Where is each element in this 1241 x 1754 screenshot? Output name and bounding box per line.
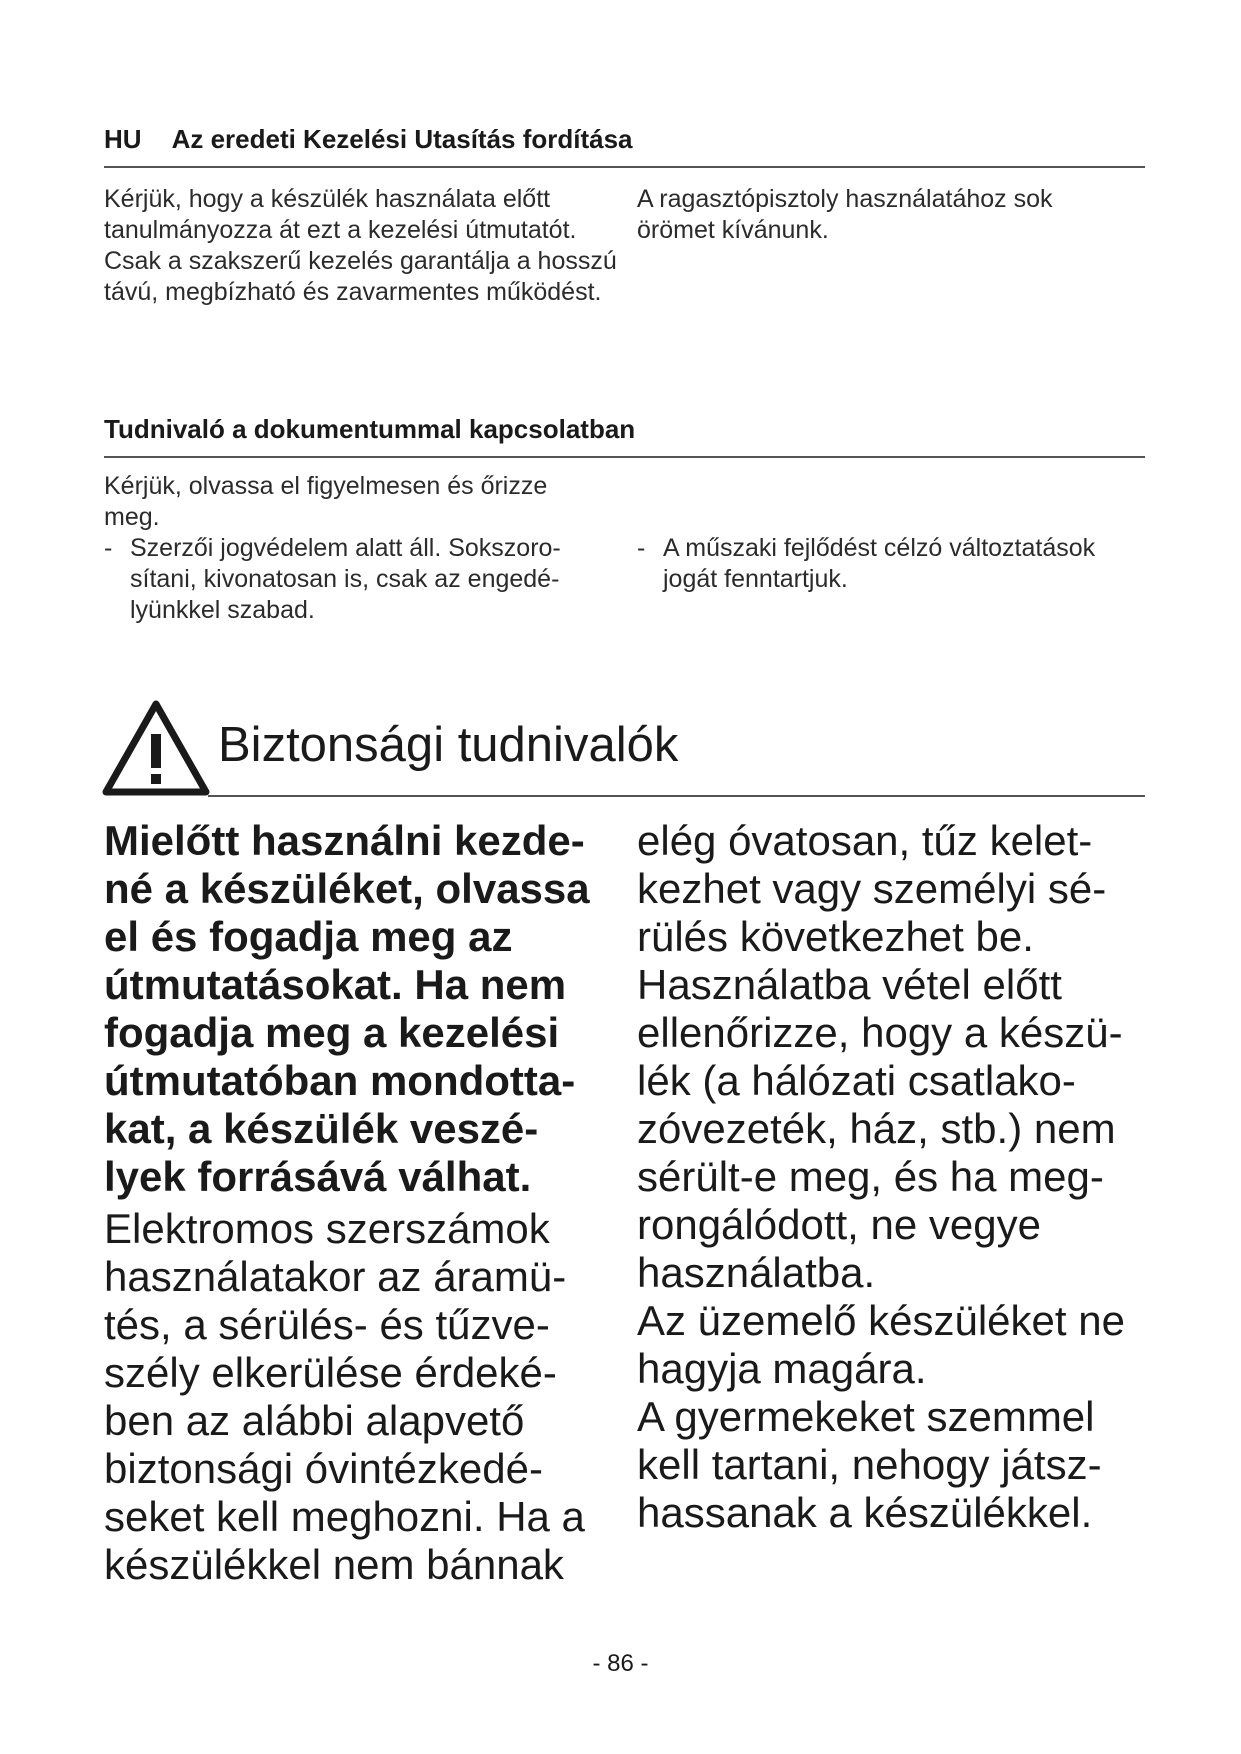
list-item-text: A műszaki fejlődést célzó változtatások jogát fenntartjuk. — [663, 534, 1096, 593]
list-item — [104, 533, 624, 626]
bullet-dash: - — [637, 534, 646, 562]
text-line: rülés következhet be. — [637, 913, 1034, 960]
text-line: hassanak a készülékkel. — [637, 1489, 1093, 1536]
text-line: elég óvatosan, tűz kelet- — [637, 817, 1093, 864]
text-line: használatba. — [637, 1249, 876, 1296]
list-item — [637, 533, 1137, 595]
safety-title: Biztonsági tudnivalók — [218, 718, 679, 772]
text-line: Mielőtt használni kezde- — [104, 817, 585, 864]
text-line: lék (a hálózati csatlako- — [637, 1057, 1076, 1104]
text-line: szély elkerülése érdeké- — [104, 1349, 557, 1396]
text-line: el és fogadja meg az — [104, 913, 513, 960]
intro-text-left: Kérjük, hogy a készülék használata előtt tanulmányozza át ezt a kezelési útmutatót. Csak a szakszerű kezelés garantálja a hosszú távú, megbízható és zavarmentes működést. — [104, 185, 617, 306]
text-line: kezhet vagy személyi sé- — [637, 865, 1107, 912]
text-line: zóvezeték, ház, stb.) nem — [637, 1105, 1116, 1152]
text-line: biztonsági óvintézkedé- — [104, 1445, 543, 1492]
safety-warning-bold — [104, 817, 644, 1201]
safety-divider — [208, 795, 1145, 797]
text-line: lyek forrásává válhat. — [104, 1153, 532, 1200]
text-line: ben az alábbi alapvető — [104, 1397, 525, 1444]
text-line: tés, a sérülés- és tűzve- — [104, 1301, 550, 1348]
safety-column-left — [104, 817, 644, 1589]
document-notes-divider — [104, 456, 1145, 458]
text-line: rongálódott, ne vegye — [637, 1201, 1041, 1248]
text-line: seket kell meghozni. Ha a — [104, 1493, 585, 1540]
warning-triangle-icon — [100, 698, 212, 798]
text-line: ellenőrizze, hogy a készü- — [637, 1009, 1123, 1056]
text-line: kell tartani, nehogy játsz- — [637, 1441, 1102, 1488]
intro-text-right: A ragasztópisztoly használatához sok örömet kívánunk. — [637, 185, 1053, 244]
header-divider — [104, 166, 1145, 168]
text-line: készülékkel nem bánnak — [104, 1541, 564, 1588]
text-line: útmutatásokat. Ha nem — [104, 961, 567, 1008]
text-line: Használatba vétel előtt — [637, 961, 1062, 1008]
text-line: fogadja meg a kezelési — [104, 1009, 560, 1056]
page-header — [104, 124, 633, 155]
document-notes-text: Kérjük, olvassa el figyelmesen és őrizze meg. — [104, 472, 548, 531]
text-line: Elektromos szerszámok — [104, 1205, 550, 1252]
text-line: használatakor az áramü- — [104, 1253, 567, 1300]
text-line: útmutatóban mondotta- — [104, 1057, 576, 1104]
language-code: HU — [104, 124, 142, 154]
page-number: - 86 - — [592, 1650, 649, 1677]
text-line: kat, a készülék veszé- — [104, 1105, 539, 1152]
text-line: sérült-e meg, és ha meg- — [637, 1153, 1104, 1200]
list-item-text: Szerzői jogvédelem alatt áll. Sokszoro-sítani, kivonatosan is, csak az engedé-lyünkkel szabad. — [130, 534, 561, 624]
text-line: A gyermekeket szemmel — [637, 1393, 1095, 1440]
safety-text-left — [104, 1205, 644, 1589]
header-title: Az eredeti Kezelési Utasítás fordítása — [171, 124, 633, 154]
bullet-dash: - — [104, 534, 113, 562]
text-line: né a készüléket, olvassa — [104, 865, 590, 912]
text-line: hagyja magára. — [637, 1345, 927, 1392]
safety-column-right — [637, 817, 1157, 1537]
document-notes-title: Tudnivaló a dokumentummal kapcsolatban — [104, 414, 636, 444]
text-line: Az üzemelő készüléket ne — [637, 1297, 1125, 1344]
